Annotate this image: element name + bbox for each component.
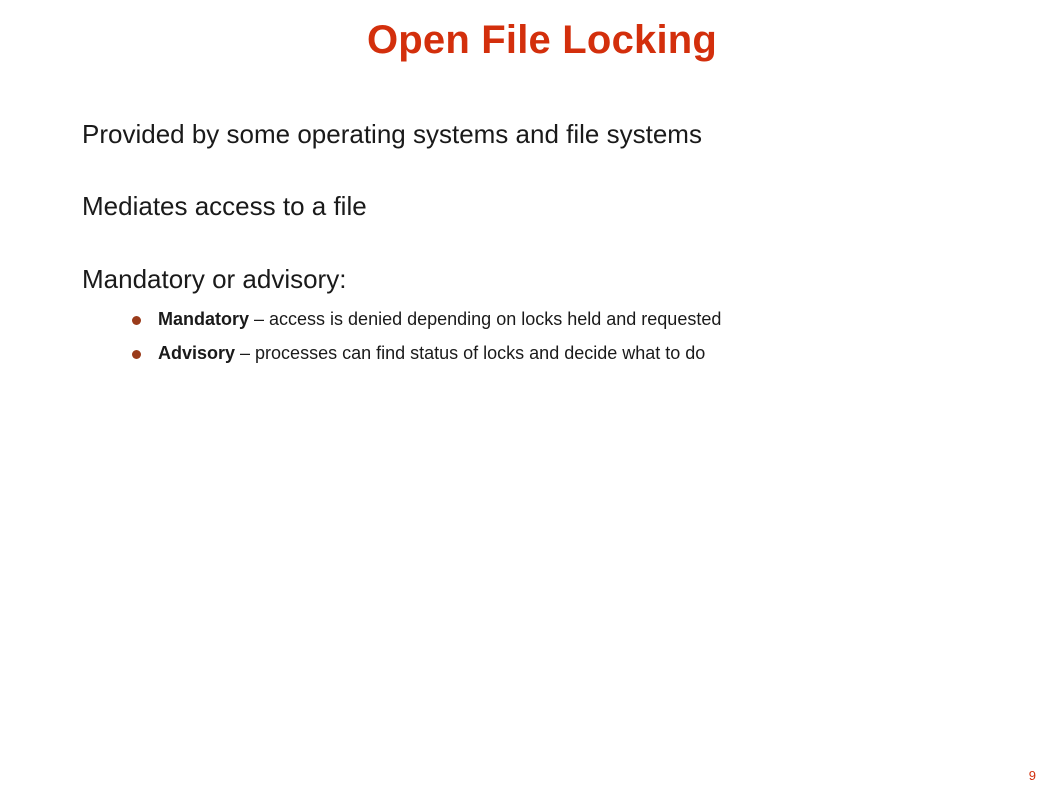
term-description: – access is denied depending on locks held and requested [249,309,722,329]
page-number: 9 [1028,768,1036,783]
term-description: – processes can find status of locks and decide what to do [235,343,706,363]
bullet-point-mandatory-or-advisory: Mandatory or advisory: [82,264,347,294]
term-advisory: Advisory [158,343,236,363]
bullet-point-mediates: Mediates access to a file [82,191,367,221]
sub-bullet-text [158,343,705,364]
bullet-dot-icon [132,350,141,359]
bullet-point-provided: Provided by some operating systems and file systems [82,119,702,149]
term-mandatory: Mandatory [158,309,250,329]
sub-bullet-text [158,309,721,330]
slide-title: Open File Locking [366,18,718,62]
bullet-dot-icon [132,316,141,325]
